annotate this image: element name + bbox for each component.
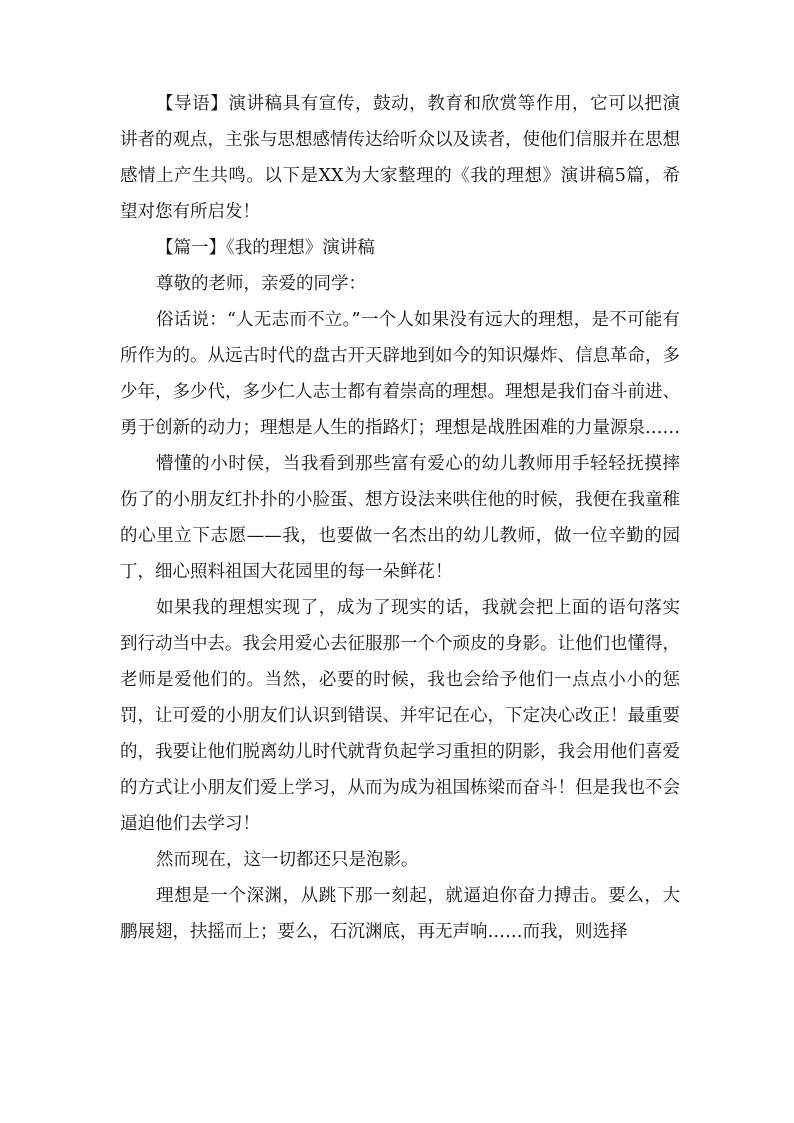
document-body bbox=[120, 86, 680, 950]
section-heading: 【篇一】《我的理想》演讲稿 bbox=[156, 238, 375, 258]
body-paragraph: 然而现在，这一切都还只是泡影。 bbox=[156, 850, 419, 870]
intro-paragraph: 【导语】演讲稿具有宣传，鼓动，教育和欣赏等作用，它可以把演讲者的观点，主张与思想感情传达给听众以及读者，使他们信服并在思想感情上产生共鸣。以下是XX为大家整理的《我的理想》演讲稿5篇，希望对您有所启发！ bbox=[120, 94, 680, 222]
body-paragraph: 懵懂的小时侯，当我看到那些富有爱心的幼儿教师用手轻轻抚摸摔伤了的小朋友红扑扑的小脸蛋、想方设法来哄住他的时候，我便在我童稚的心里立下志愿——我，也要做一名杰出的幼儿教师，做一位辛勤的园丁，细心照料祖国大花园里的每一朵鲜花！ bbox=[120, 454, 680, 582]
body-paragraph: 如果我的理想实现了，成为了现实的话，我就会把上面的语句落实到行动当中去。我会用爱心去征服那一个个顽皮的身影。让他们也懂得，老师是爱他们的。当然，必要的时候，我也会给予他们一点点小小的惩罚，让可爱的小朋友们认识到错误、并牢记在心，下定决心改正！最重要的，我要让他们脱离幼儿时代就背负起学习重担的阴影，我会用他们喜爱的方式让小朋友们爱上学习，从而为成为祖国栋梁而奋斗！但是我也不会逼迫他们去学习！ bbox=[120, 598, 680, 834]
salutation: 尊敬的老师，亲爱的同学： bbox=[156, 274, 366, 294]
body-paragraph: 理想是一个深渊，从跳下那一刻起，就逼迫你奋力搏击。要么，大鹏展翅，扶摇而上；要么，石沉渊底，再无声响……而我，则选择 bbox=[120, 886, 680, 942]
body-paragraph: 俗话说：“人无志而不立。”一个人如果没有远大的理想，是不可能有所作为的。从远古时代的盘古开天辟地到如今的知识爆炸、信息革命，多少年，多少代，多少仁人志士都有着崇高的理想。理想是我们奋斗前进、勇于创新的动力；理想是人生的指路灯；理想是战胜困难的力量源泉…… bbox=[120, 310, 680, 438]
